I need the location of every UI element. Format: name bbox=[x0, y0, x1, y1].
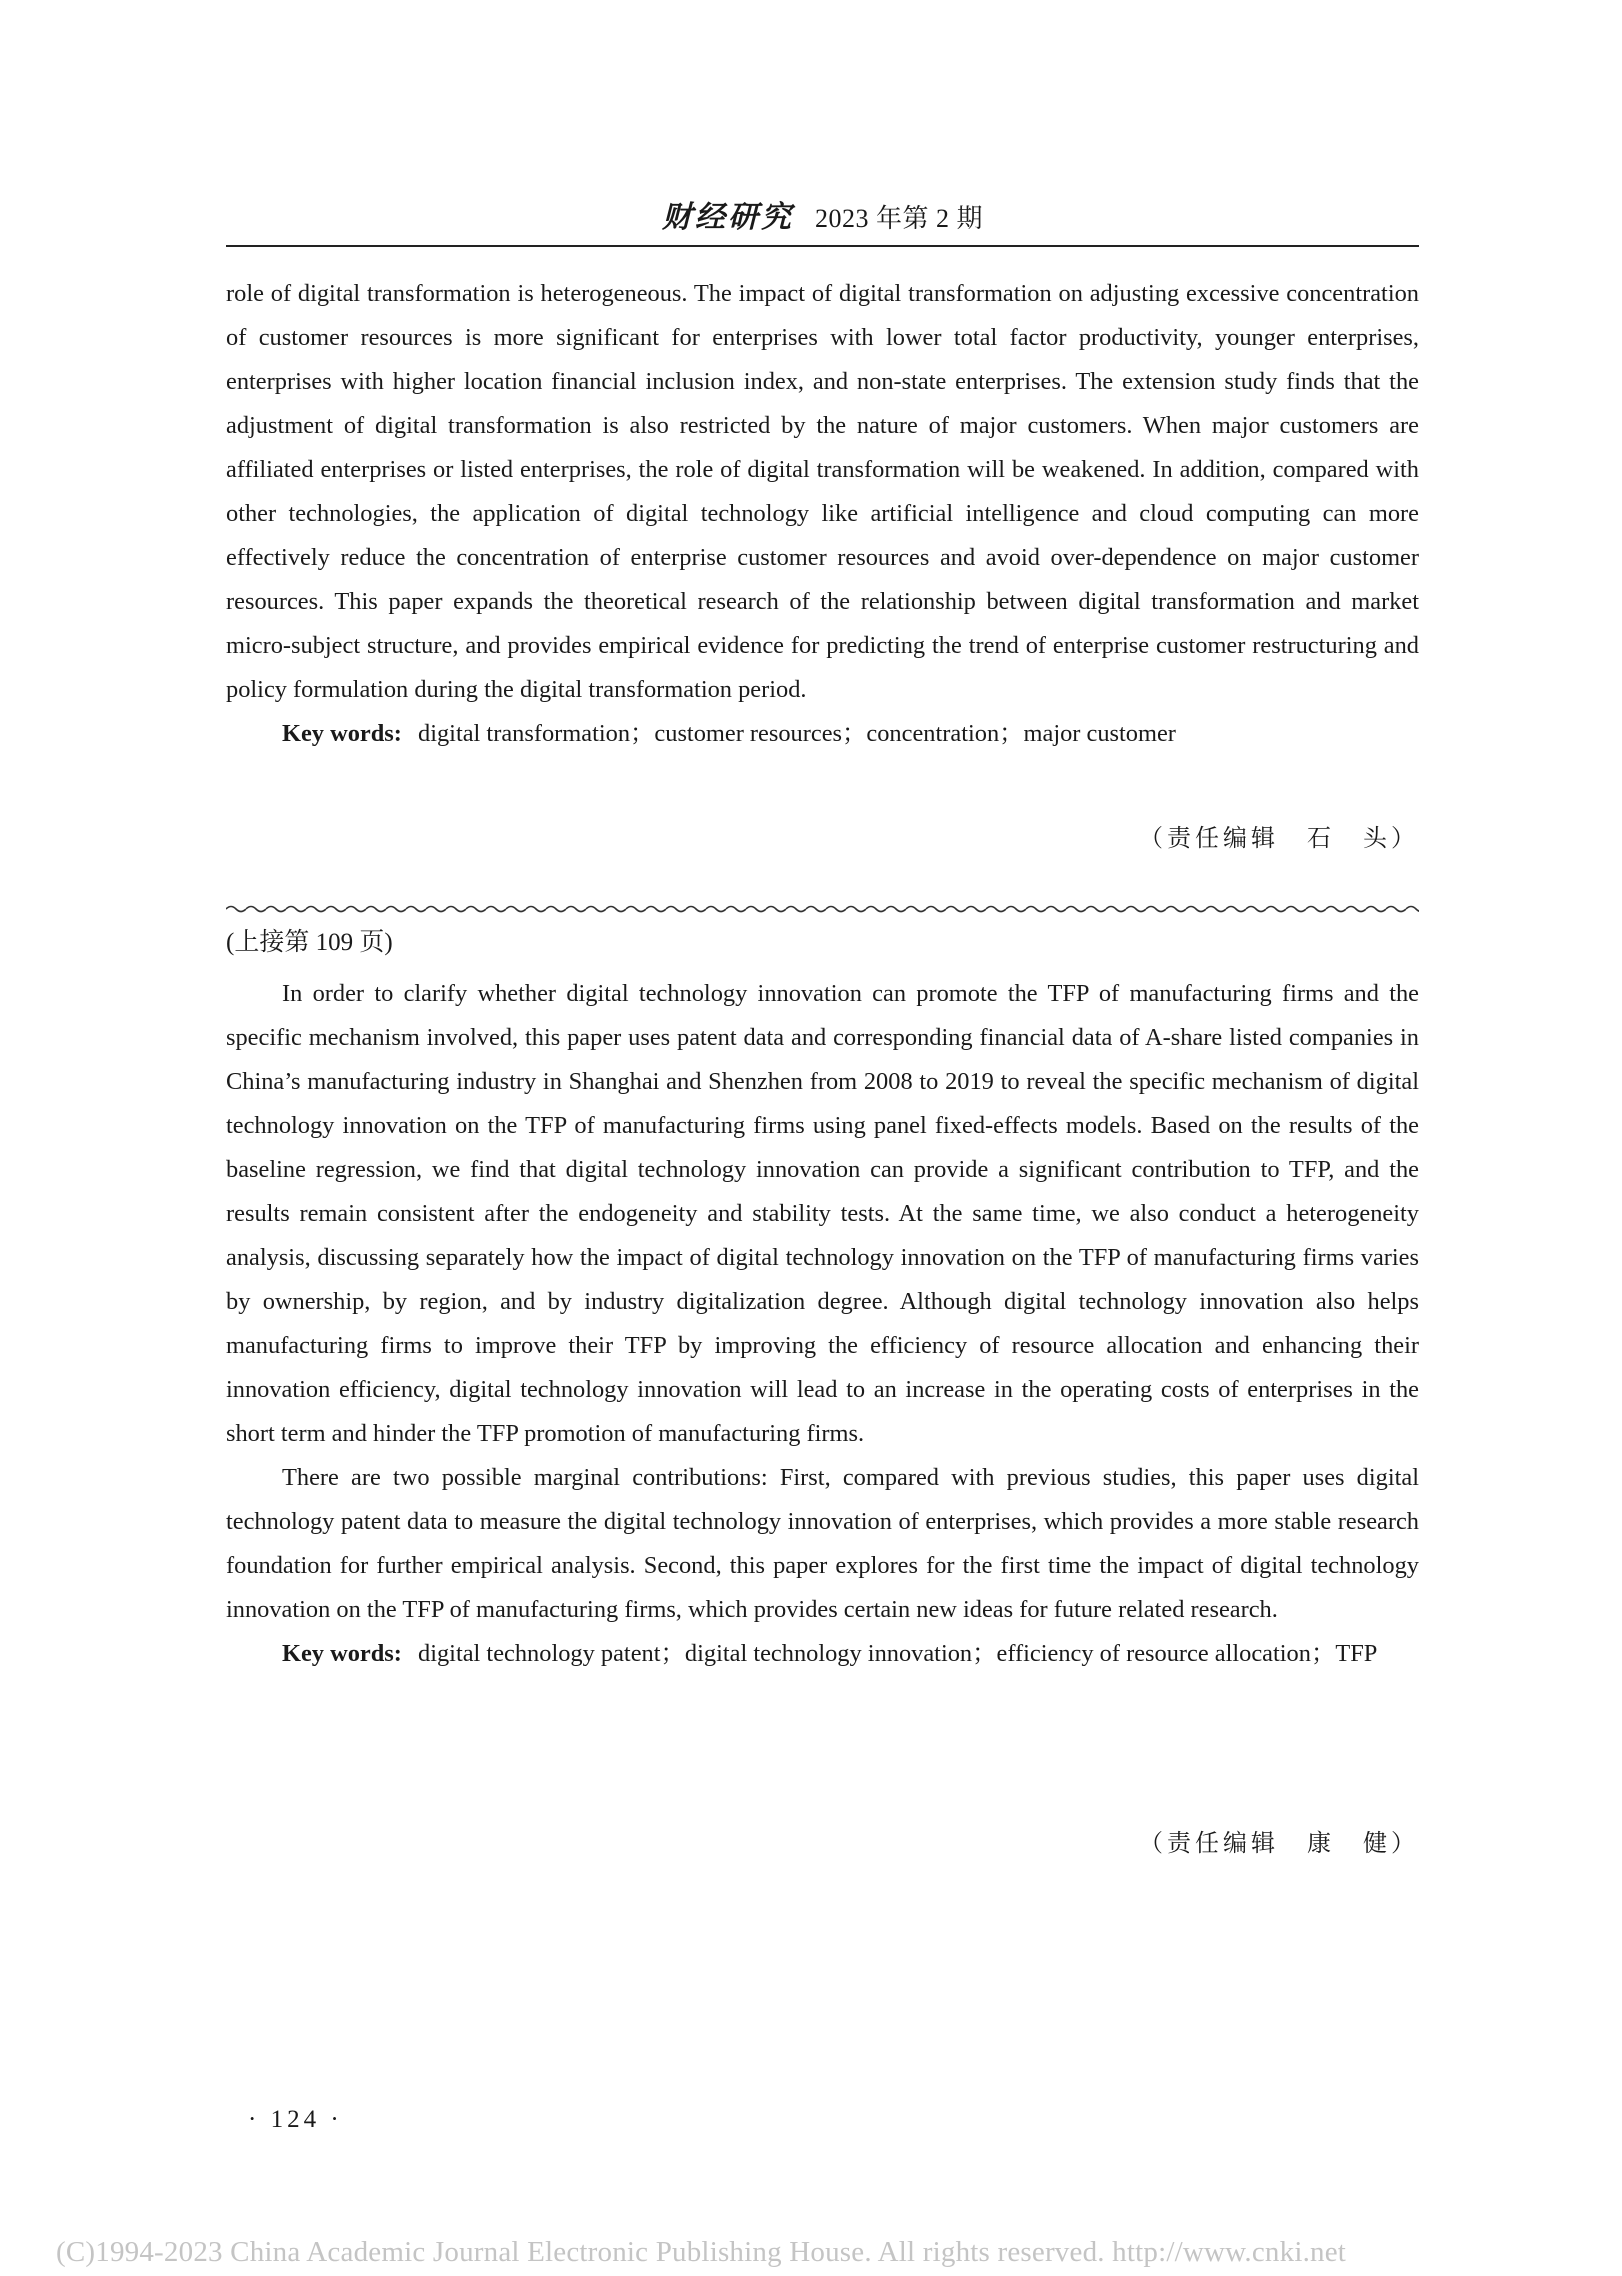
journal-title: 财经研究 bbox=[661, 201, 794, 234]
copyright-watermark: (C)1994-2023 China Academic Journal Electronic Publishing House. All rights reserved. http://www.cnki.net bbox=[56, 2236, 1347, 2268]
editor-credit: （责任编辑 石 头） bbox=[1139, 826, 1419, 852]
issue-label: 2023 年第 2 期 bbox=[814, 204, 983, 233]
keywords-label: Key words: bbox=[282, 720, 402, 747]
running-header bbox=[226, 192, 1419, 236]
keywords-line bbox=[226, 1632, 1419, 1676]
keywords-line bbox=[226, 712, 1419, 756]
keywords-label: Key words: bbox=[282, 1640, 402, 1667]
keywords-text: digital technology patent；digital technology innovation；efficiency of resource allocation；TFP bbox=[418, 1640, 1378, 1667]
page-number: · 124 · bbox=[248, 2106, 343, 2133]
keywords-text: digital transformation；customer resources；concentration；major customer bbox=[418, 720, 1176, 747]
body-paragraph: In order to clarify whether digital technology innovation can promote the TFP of manufacturing firms and the specific mechanism involved, this paper uses patent data and corresponding financial data of A-share listed companies in China’s manufacturing industry in Shanghai and Shenzhen from 2008 to 2019 to reveal the specific mechanism of digital technology innovation on the TFP of manufacturing firms using panel fixed-effects models. Based on the results of the baseline regression, we find that digital technology innovation can provide a significant contribution to TFP, and the results remain consistent after the endogeneity and stability tests. At the same time, we also conduct a heterogeneity analysis, discussing separately how the impact of digital technology innovation on the TFP of manufacturing firms varies by ownership, by region, and by industry digitalization degree. Although digital technology innovation also helps manufacturing firms to improve their TFP by improving the efficiency of resource allocation and enhancing their innovation efficiency, digital technology innovation will lead to an increase in the operating costs of enterprises in the short term and hinder the TFP promotion of manufacturing firms. bbox=[226, 980, 1419, 1447]
editor-credit: （责任编辑 康 健） bbox=[1139, 1831, 1419, 1857]
bottom-article-body bbox=[226, 972, 1419, 1676]
body-paragraph: There are two possible marginal contributions: First, compared with previous studies, this paper uses digital technology patent data to measure the digital technology innovation of enterprises, which provides a more stable research foundation for further empirical analysis. Second, this paper explores for the first time the impact of digital technology innovation on the TFP of manufacturing firms, which provides certain new ideas for future related research. bbox=[226, 1464, 1419, 1623]
continued-from-note: (上接第 109 页) bbox=[226, 929, 393, 956]
abstract-paragraph: role of digital transformation is heterogeneous. The impact of digital transformation on adjusting excessive concentration of customer resources is more significant for enterprises with lower total factor productivity, younger enterprises, enterprises with higher location financial inclusion index, and non-state enterprises. The extension study finds that the adjustment of digital transformation is also restricted by the nature of major customers. When major customers are affiliated enterprises or listed enterprises, the role of digital transformation will be weakened. In addition, compared with other technologies, the application of digital technology like artificial intelligence and cloud computing can more effectively reduce the concentration of enterprise customer resources and avoid over-dependence on major customer resources. This paper expands the theoretical research of the relationship between digital transformation and market micro-subject structure, and provides empirical evidence for predicting the trend of enterprise customer restructuring and policy formulation during the digital transformation period. bbox=[226, 280, 1419, 703]
wavy-separator bbox=[226, 903, 1419, 915]
header-rule bbox=[226, 245, 1419, 247]
top-article-body bbox=[226, 272, 1419, 756]
